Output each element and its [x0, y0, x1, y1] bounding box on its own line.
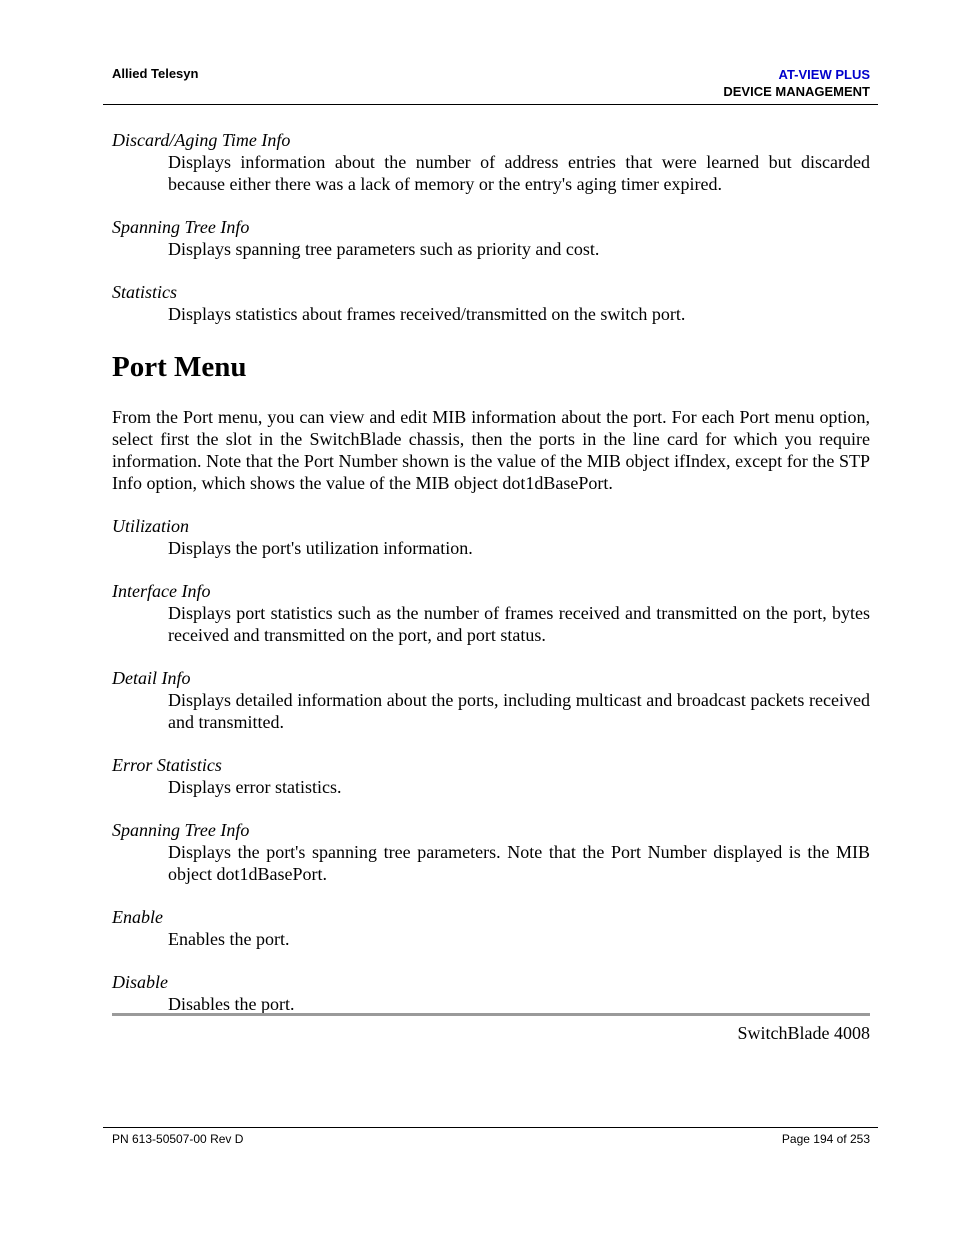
header-section: DEVICE MANAGEMENT	[723, 84, 870, 99]
header-rule	[103, 104, 878, 105]
term-detail-info: Detail Info	[112, 668, 191, 688]
header-product: AT-VIEW PLUS	[778, 67, 870, 82]
footer-rule	[103, 1127, 878, 1128]
term-utilization: Utilization	[112, 516, 190, 536]
term-enable: Enable	[112, 907, 163, 927]
desc-detail-info: Displays detailed information about the ports, including multicast and broadcast packets received and transmitted.	[168, 690, 870, 732]
term-error-statistics: Error Statistics	[112, 755, 222, 775]
term-statistics: Statistics	[112, 282, 178, 302]
header-right	[723, 66, 870, 100]
footer-part-number: PN 613-50507-00 Rev D	[112, 1132, 244, 1146]
term-disable: Disable	[112, 972, 168, 992]
desc-disable: Disables the port.	[168, 994, 295, 1014]
term-port-spanning-tree: Spanning Tree Info	[112, 820, 250, 840]
desc-interface-info: Displays port statistics such as the number of frames received and transmitted on the port, bytes received and transmitted on the port, and port status.	[168, 603, 870, 645]
page-content	[112, 129, 870, 1015]
content-footer-rule	[112, 1013, 870, 1016]
header-company: Allied Telesyn	[112, 66, 199, 81]
port-menu-intro: From the Port menu, you can view and edit MIB information about the port. For each Port menu option, select first the slot in the SwitchBlade chassis, then the ports in the line card for which you require information. Note that the Port Number shown is the value of the MIB object ifIndex, except for the STP Info option, which shows the value of the MIB object dot1dBasePort.	[112, 407, 870, 493]
desc-enable: Enables the port.	[168, 929, 290, 949]
desc-error-statistics: Displays error statistics.	[168, 777, 342, 797]
desc-discard-aging: Displays information about the number of address entries that were learned but discarded because either there was a lack of memory or the entry's aging timer expired.	[168, 152, 870, 194]
desc-statistics: Displays statistics about frames received/transmitted on the switch port.	[168, 304, 686, 324]
term-spanning-tree: Spanning Tree Info	[112, 217, 250, 237]
footer-page-number: Page 194 of 253	[781, 1132, 870, 1146]
desc-utilization: Displays the port's utilization information.	[168, 538, 473, 558]
term-discard-aging: Discard/Aging Time Info	[112, 130, 291, 150]
term-interface-info: Interface Info	[112, 581, 211, 601]
desc-spanning-tree: Displays spanning tree parameters such as priority and cost.	[168, 239, 600, 259]
section-title-port-menu: Port Menu	[112, 351, 247, 383]
product-footer: SwitchBlade 4008	[737, 1023, 870, 1043]
desc-port-spanning-tree: Displays the port's spanning tree parameters. Note that the Port Number displayed is the MIB object dot1dBasePort.	[168, 842, 870, 884]
